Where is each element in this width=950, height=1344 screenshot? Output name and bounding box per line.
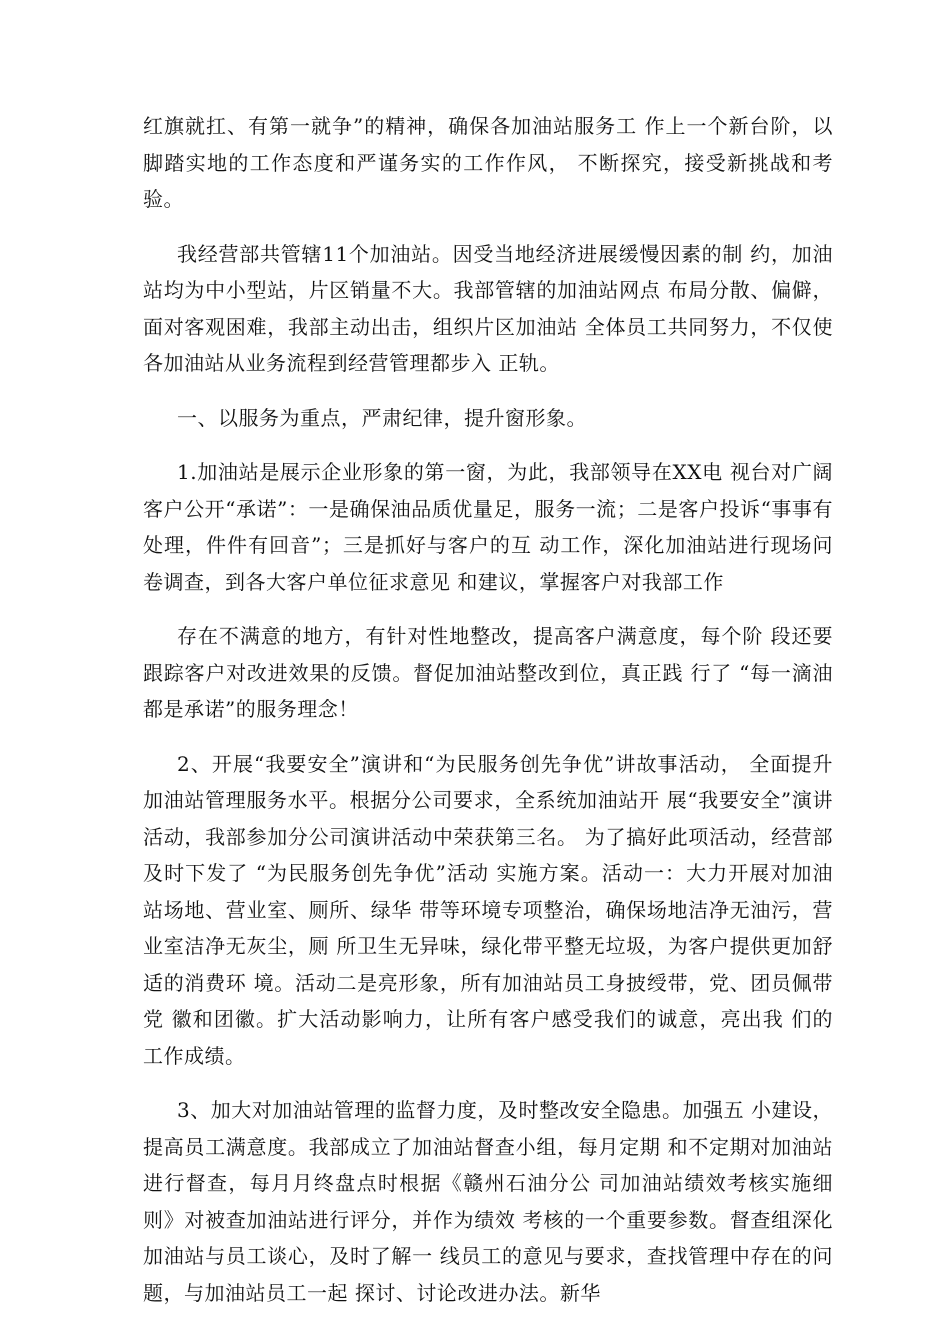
paragraph-item-3: 3、加大对加油站管理的监督力度，及时整改安全隐患。加强五 小建设，提高员工满意度。我部成立了加油站督查小组，每月定期 和不定期对加油站进行督查，每月月终盘点时根据《赣州石油分公 司加油站绩效考核实施细则》对被查加油站进行评分，并作为绩效 考核的一个重要参数。督查组深化加油站与员工谈心，及时了解一 线员工的意见与要求，查找管理中存在的问题，与加油站员工一起 探讨、讨论改进办法。新华	[143, 1098, 833, 1305]
paragraph-item-1-followup: 存在不满意的地方，有针对性地整改，提高客户满意度，每个阶 段还要跟踪客户对改进效果的反馈。督促加油站整改到位，真正践 行了 “每一滴油都是承诺”的服务理念！	[143, 624, 833, 721]
paragraph-continuation: 红旗就扛、有第一就争”的精神，确保各加油站服务工 作上一个新台阶，以脚踏实地的工作态度和严谨务实的工作作风， 不断探究，接受新挑战和考验。	[143, 114, 833, 211]
paragraph-station-overview: 我经营部共管辖11个加油站。因受当地经济进展缓慢因素的制 约，加油站均为中小型站，片区销量不大。我部管辖的加油站网点 布局分散、偏僻，面对客观困难，我部主动出击，组织片区加油站 全体员工共同努力，不仅使各加油站从业务流程到经营管理都步入 正轨。	[143, 241, 833, 375]
paragraph-item-2: 2、开展“我要安全”演讲和“为民服务创先争优”讲故事活动， 全面提升加油站管理服务水平。根据分公司要求，全系统加油站开 展“我要安全”演讲活动，我部参加分公司演讲活动中荣获第三名。 为了搞好此项活动，经营部及时下发了 “为民服务创先争优”活动 实施方案。活动一：大力开展对加油站场地、营业室、厕所、绿华 带等环境专项整治，确保场地洁净无油污，营业室洁净无灰尘，厕 所卫生无异味，绿化带平整无垃圾，为客户提供更加舒适的消费环 境。活动二是亮形象，所有加油站员工身披绶带，党、团员佩带党 徽和团徽。扩大活动影响力，让所有客户感受我们的诚意，亮出我 们的工作成绩。	[143, 751, 833, 1068]
paragraph-item-1: 1.加油站是展示企业形象的第一窗，为此，我部领导在XX电 视台对广阔客户公开“承诺”：一是确保油品质优量足，服务一流；二是客户投诉“事事有处理，件件有回音”；三是抓好与客户的互 动工作，深化加油站进行现场问卷调查，到各大客户单位征求意见 和建议，掌握客户对我部工作	[143, 460, 833, 594]
section-heading-service: 一、以服务为重点，严肃纪律，提升窗形象。	[177, 405, 587, 430]
document-body	[143, 108, 833, 1329]
